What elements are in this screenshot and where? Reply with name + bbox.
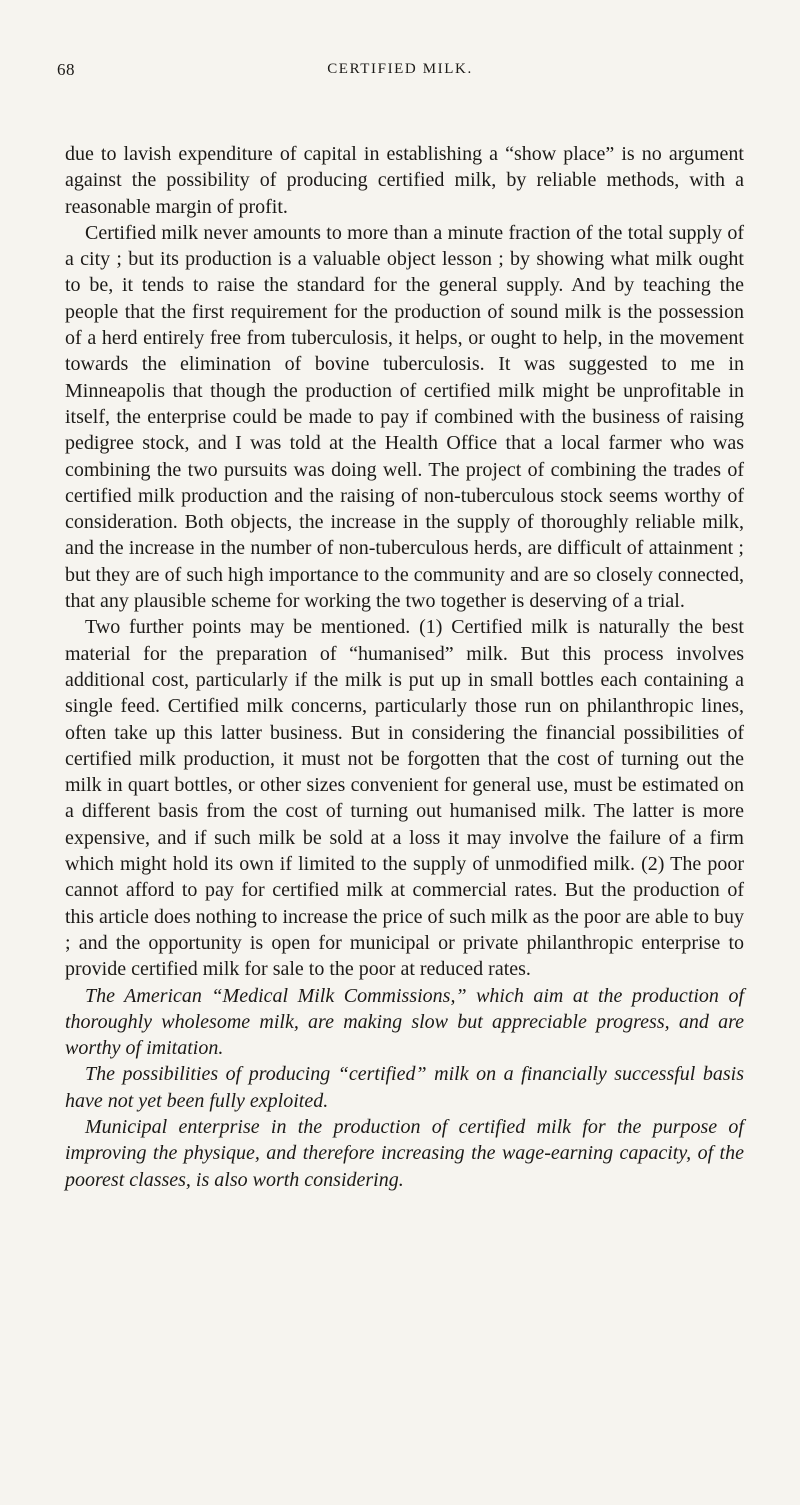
body-text xyxy=(65,141,744,1193)
summary-municipal-enterprise: Municipal enterprise in the production of certified milk for the purpose of improving the physique, and therefore increasing the wage-earning capacity, of the poorest classes, is also worth considering. xyxy=(65,1115,744,1191)
paragraph-further-points: Two further points may be mentioned. (1) Certified milk is naturally the best material for the preparation of “humanised” milk. But this process involves additional cost, particularly if the milk is put up in small bottles each containing a single feed. Certified milk concerns, particularly those run on philanthropic lines, often take up this latter business. But in considering the financial possibilities of certified milk production, it must not be forgotten that the cost of turning out the milk in quart bottles, or other sizes convenient for general use, must be estimated on a different basis from the cost of turning out humanised milk. The latter is more expensive, and if such milk be sold at a loss it may involve the failure of a firm which might hold its own if limited to the supply of unmodified milk. (2) The poor cannot afford to pay for certified milk at commercial rates. But the production of this article does nothing to increase the price of such milk as the poor are able to buy ; and the opportunity is open for municipal or private philanthropic enterprise to provide certified milk for sale to the poor at reduced rates. xyxy=(65,616,744,981)
running-head: CERTIFIED MILK. xyxy=(327,61,473,77)
page-number: 68 xyxy=(57,60,75,79)
summary-financial-possibilities: The possibilities of producing “certified” milk on a financially successful basis have not yet been fully exploited. xyxy=(65,1063,744,1112)
summary-medical-milk-commissions: The American “Medical Milk Commissions,” which aim at the production of thoroughly wholesome milk, are making slow but appreciable progress, and are worthy of imitation. xyxy=(65,984,744,1060)
paragraph-continuation: due to lavish expenditure of capital in establishing a “show place” is no argument against the possibility of producing certified milk, by reliable methods, with a reasonable margin of profit. xyxy=(65,143,744,218)
paragraph-certified-milk-lesson: Certified milk never amounts to more than a minute fraction of the total supply of a city ; but its production is a valuable object lesson ; by showing what milk ought to be, it tends to raise the standard for the general supply. And by teaching the people that the first requirement for the production of sound milk is the possession of a herd entirely free from tuberculosis, it helps, or ought to help, in the movement towards the elimination of bovine tuberculosis. It was suggested to me in Minneapolis that though the production of certified milk might be unprofitable in itself, the enterprise could be made to pay if combined with the business of raising pedigree stock, and I was told at the Health Office that a local farmer who was combining the two pursuits was doing well. The project of combining the trades of certified milk production and the raising of non-tuberculous stock seems worthy of consideration. Both objects, the increase in the supply of thoroughly reliable milk, and the increase in the number of non-tuberculous herds, are difficult of attainment ; but they are of such high importance to the community and are so closely connected, that any plausible scheme for working the two together is deserving of a trial. xyxy=(65,221,744,613)
